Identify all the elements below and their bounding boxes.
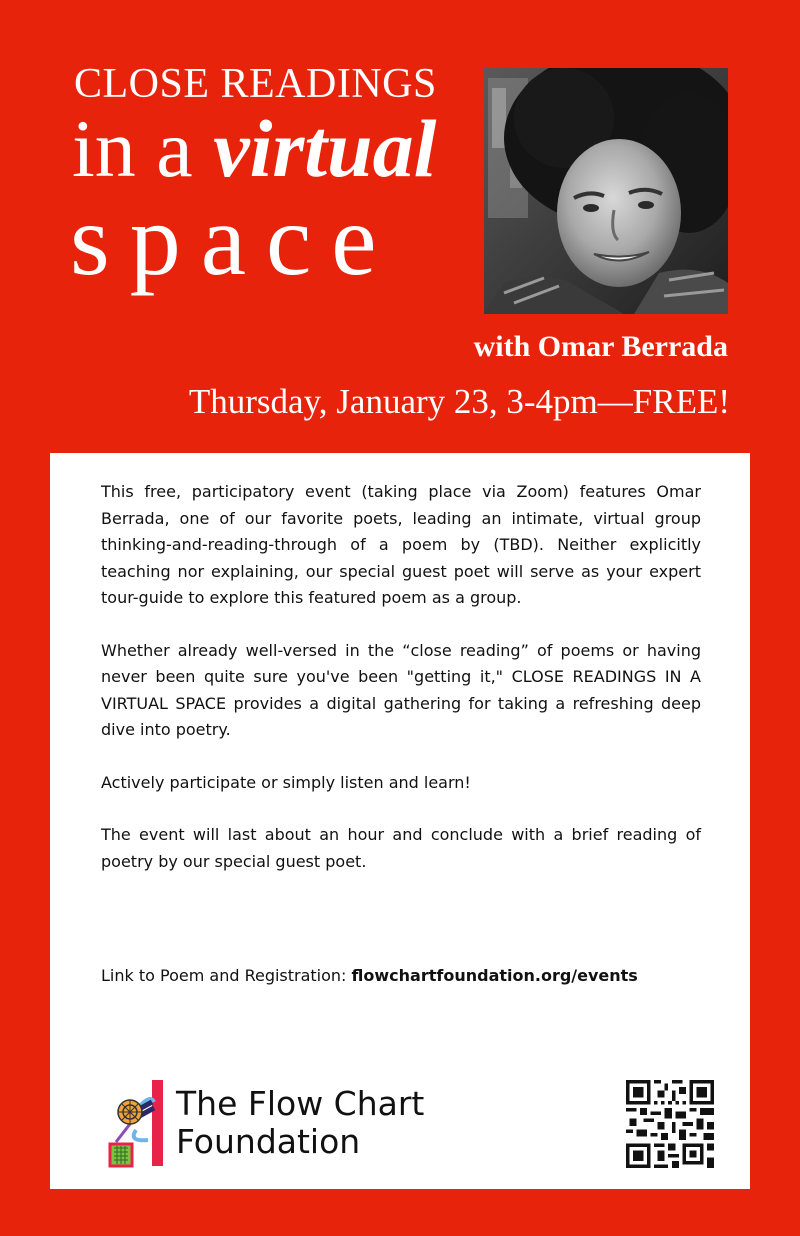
event-description <box>101 479 701 901</box>
title-space: space <box>70 184 397 297</box>
details-card <box>50 453 750 1189</box>
title-in-a-virtual <box>72 103 437 194</box>
registration-line <box>101 966 638 985</box>
title-virtual: virtual <box>213 103 437 194</box>
flow-chart-foundation-logo-icon <box>108 1080 178 1168</box>
description-paragraph-2: Whether already well-versed in the “close reading” of poems or having never been quite sure you've been "getting it," CLOSE READINGS IN A VIRTUAL SPACE provides a digital gathering for taking a refreshing deep dive into poetry. <box>101 640 701 739</box>
organization-name-line-1: The Flow Chart <box>176 1084 425 1123</box>
organization-name <box>176 1085 424 1161</box>
registration-link[interactable]: flowchartfoundation.org/events <box>351 966 638 985</box>
organization-name-line-2: Foundation <box>176 1122 361 1161</box>
guest-poet-line: with Omar Berrada <box>473 330 728 363</box>
qr-code-icon[interactable] <box>626 1080 714 1168</box>
description-paragraph-3: Actively participate or simply listen and learn! <box>101 772 471 792</box>
title-in-a: in a <box>72 103 214 194</box>
event-date-line: Thursday, January 23, 3-4pm—FREE! <box>188 382 730 421</box>
registration-label: Link to Poem and Registration: <box>101 966 352 985</box>
description-paragraph-4: The event will last about an hour and conclude with a brief reading of poetry by our special guest poet. <box>101 825 701 871</box>
poet-photo <box>484 68 728 314</box>
title-close-readings: CLOSE READINGS <box>74 61 437 107</box>
description-paragraph-1: This free, participatory event (taking place via Zoom) features Omar Berrada, one of our favorite poets, leading an intimate, virtual group thinking-and-reading-through of a poem by (TBD). Neither explicitly teaching nor explaining, our special guest poet will serve as your expert tour-guide to explore this featured poem as a group. <box>101 482 701 607</box>
